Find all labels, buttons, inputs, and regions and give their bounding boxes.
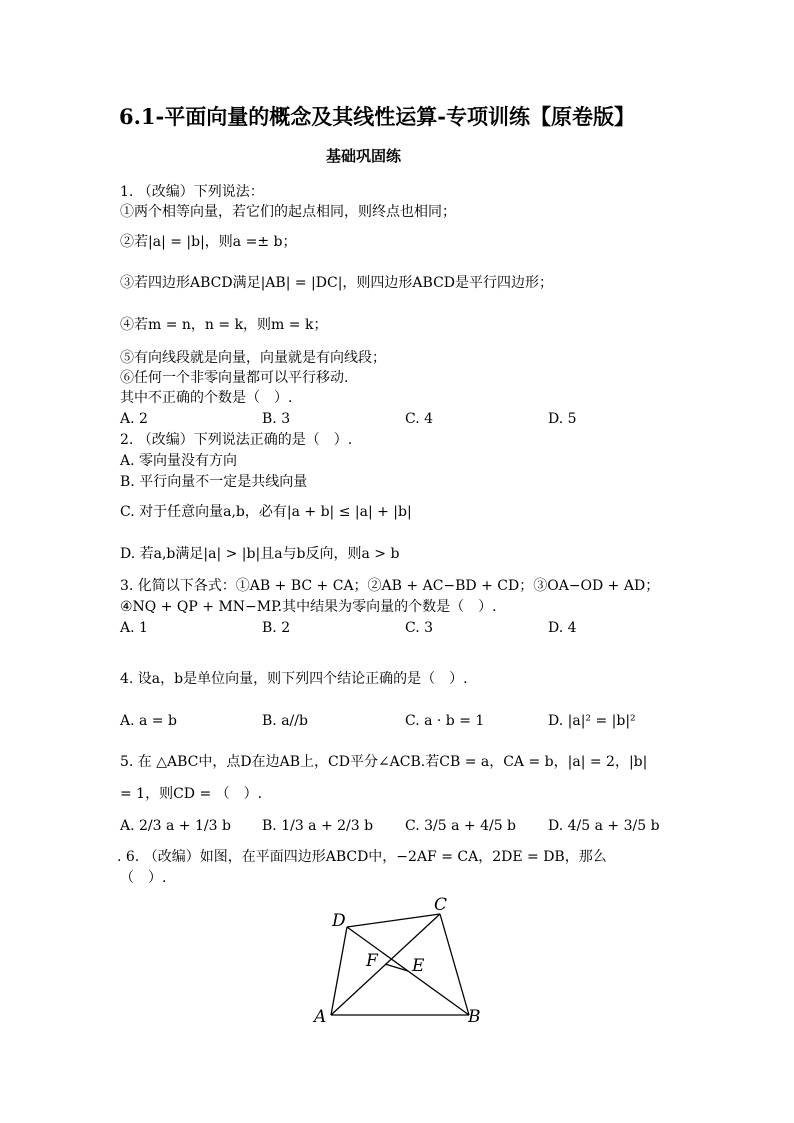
q4-option-b: B. a//b [262,713,308,729]
edge-cd [347,914,440,927]
q1-statement-4: ④若m = n，n = k，则m = k； [120,317,328,333]
q3-option-a: A. 1 [120,620,148,636]
section-heading: 基础巩固练 [326,147,402,165]
q1-option-d: D. 5 [548,411,577,427]
q3-option-c: C. 3 [405,620,434,636]
q1-statement-3: ③若四边形ABCD满足|AB| = |DC|，则四边形ABCD是平行四边形； [120,275,554,291]
q5-line-1: 5. 在 △ABC中，点D在边AB上，CD平分∠ACB.若CB = a，CA = b，|a| = 2，|b| [120,754,648,770]
q2-option-b: B. 平行向量不一定是共线向量 [120,474,308,490]
q3-option-d: D. 4 [548,620,577,636]
q1-statement-5: ⑤有向线段就是向量，向量就是有向线段； [120,350,386,366]
label-b: B [468,1007,481,1027]
page-title: 6.1-平面向量的概念及其线性运算-专项训练【原卷版】 [119,104,635,129]
q2-stem: 2. （改编）下列说法正确的是（ ）. [120,432,353,448]
q4-option-a: A. a = b [120,713,177,729]
q5-option-d: D. 4/5 a + 3/5 b [548,818,660,834]
q1-statement-1: ①两个相等向量，若它们的起点相同，则终点也相同； [120,204,456,220]
q3-option-b: B. 2 [262,620,291,636]
q2-option-a: A. 零向量没有方向 [120,453,238,469]
q2-option-d: D. 若a,b满足|a| > |b|且a与b反向，则a > b [120,546,400,562]
q4-stem: 4. 设a，b是单位向量，则下列四个结论正确的是（ ）. [120,671,468,687]
q4-option-d: D. |a|² = |b|² [548,713,636,729]
q5-option-a: A. 2/3 a + 1/3 b [120,818,231,834]
label-f: F [366,951,378,971]
segment-fe [385,964,408,971]
q6-line-1: . 6. （改编）如图，在平面四边形ABCD中，−2AF = CA，2DE = DB，那么 [117,849,607,865]
edge-bc [440,914,469,1015]
q1-statement-2: ②若|a| = |b|，则a =± b； [120,234,297,250]
q6-line-2: （ ）. [120,870,167,886]
q4-option-c: C. a · b = 1 [405,713,485,729]
label-d: D [332,911,346,931]
q3-line-2: ④NQ + QP + MN−MP.其中结果为零向量的个数是（ ）. [120,599,497,615]
quadrilateral-figure [306,893,506,1033]
q1-option-b: B. 3 [262,411,291,427]
q5-option-c: C. 3/5 a + 4/5 b [405,818,517,834]
label-c: C [434,895,448,915]
q1-option-c: C. 4 [405,411,434,427]
q2-option-c: C. 对于任意向量a,b，必有|a + b| ≤ |a| + |b| [120,504,412,520]
q5-option-b: B. 1/3 a + 2/3 b [262,818,374,834]
label-a: A [314,1007,327,1027]
q1-statement-6: ⑥任何一个非零向量都可以平行移动. [120,370,349,386]
q5-line-2: = 1，则CD = （ ）. [120,786,263,802]
label-e: E [412,956,425,976]
q1-stem: 1. （改编）下列说法： [120,184,264,200]
q1-option-a: A. 2 [120,411,148,427]
q3-line-1: 3. 化简以下各式：①AB + BC + CA；②AB + AC−BD + CD；③OA−OD + AD； [120,578,660,594]
q1-question: 其中不正确的个数是（ ）. [120,390,293,406]
